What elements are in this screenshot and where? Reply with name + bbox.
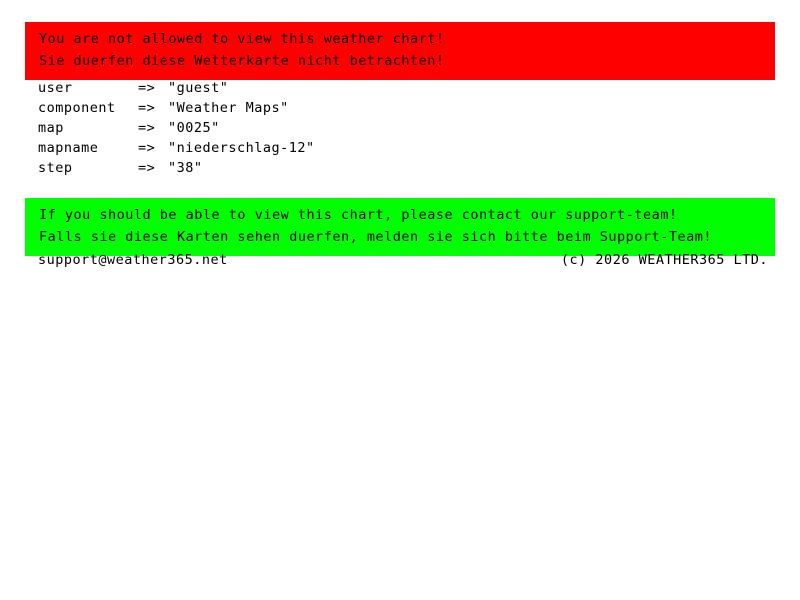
parameter-key: step [38, 160, 73, 176]
parameter-arrow: => [138, 160, 156, 176]
access-denied-message-en: You are not allowed to view this weather chart! [39, 31, 445, 47]
parameter-row [38, 98, 738, 118]
support-message-de: Falls sie diese Karten sehen duerfen, melden sie sich bitte beim Support-Team! [39, 229, 712, 245]
parameter-arrow: => [138, 120, 156, 136]
parameter-value: "0025" [168, 120, 220, 136]
parameter-arrow: => [138, 80, 156, 96]
support-message-en: If you should be able to view this chart, please contact our support-team! [39, 207, 678, 223]
parameter-row [38, 158, 738, 178]
support-email-link[interactable]: support@weather365.net [38, 252, 228, 268]
parameter-value: "guest" [168, 80, 229, 96]
access-denied-banner [25, 22, 775, 80]
parameter-key: mapname [38, 140, 99, 156]
parameter-arrow: => [138, 140, 156, 156]
parameter-value: "niederschlag-12" [168, 140, 315, 156]
parameter-row [38, 118, 738, 138]
parameter-value: "Weather Maps" [168, 100, 289, 116]
parameter-value: "38" [168, 160, 203, 176]
parameter-row [38, 78, 738, 98]
support-banner [25, 198, 775, 256]
parameter-key: map [38, 120, 64, 136]
parameter-key: user [38, 80, 73, 96]
copyright-notice: (c) 2026 WEATHER365 LTD. [560, 252, 768, 268]
access-denied-message-de: Sie duerfen diese Wetterkarte nicht betrachten! [39, 53, 445, 69]
parameter-key: component [38, 100, 116, 116]
footer [38, 250, 768, 270]
parameter-arrow: => [138, 100, 156, 116]
parameter-row [38, 138, 738, 158]
parameter-list [38, 78, 738, 178]
